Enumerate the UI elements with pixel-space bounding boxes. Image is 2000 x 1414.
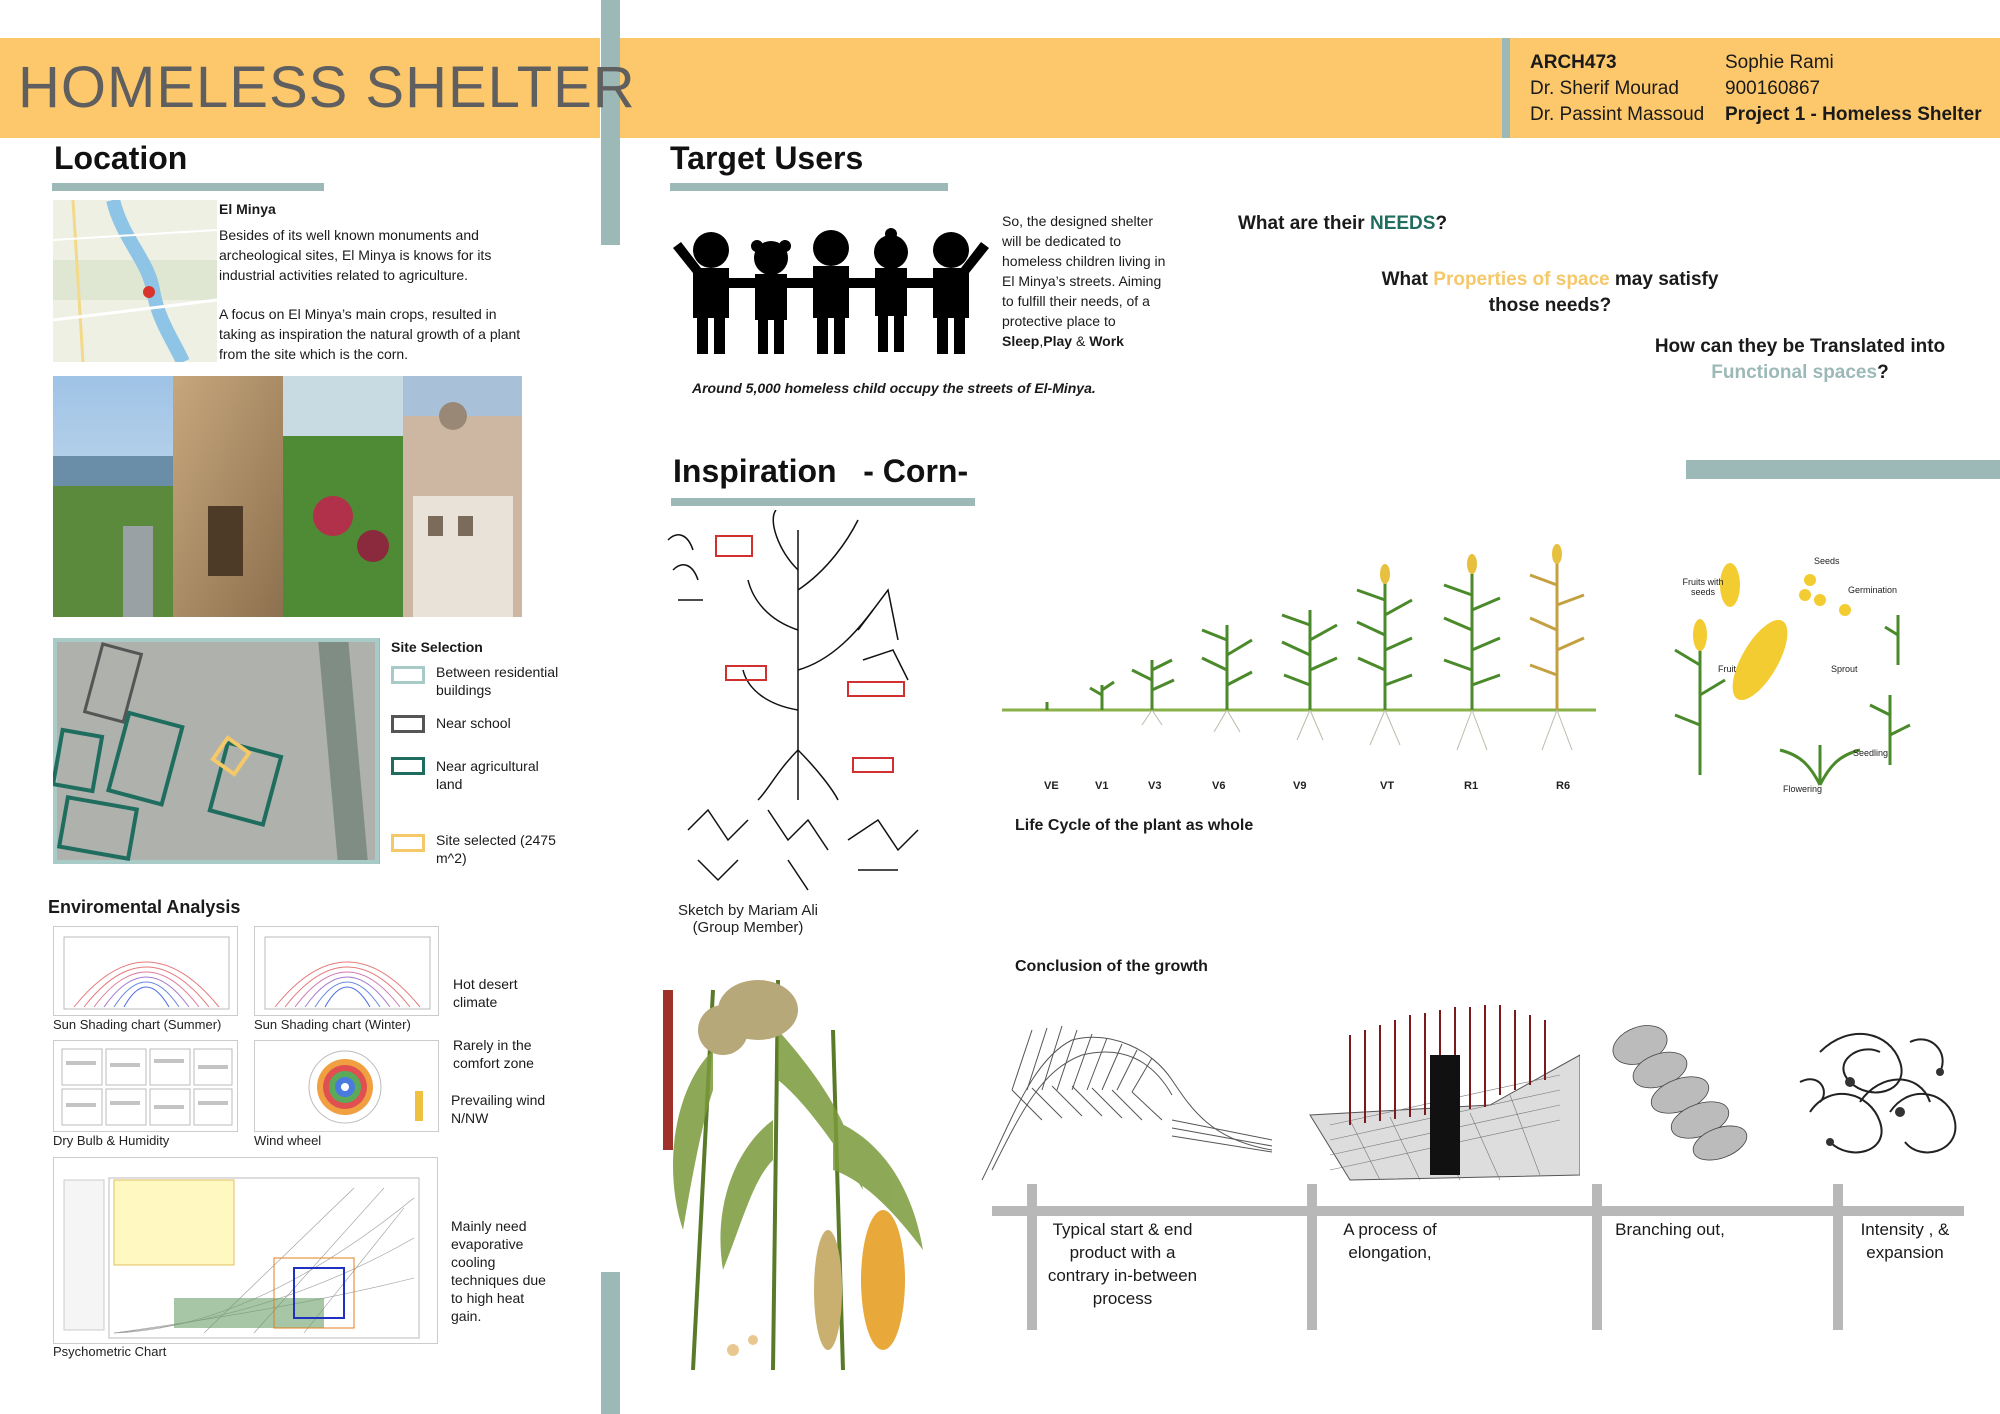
note-cooling: Mainly need evaporative cooling techniques due to high heat gain. <box>451 1218 546 1324</box>
legend-selected-swatch <box>391 834 425 852</box>
note-comfort: Rarely in the comfort zone <box>453 1037 534 1071</box>
question-needs-c: ? <box>1435 213 1448 234</box>
question-needs-a: What are their <box>1238 213 1370 234</box>
stage-label-v9: V9 <box>1293 780 1307 792</box>
wind-wheel-chart <box>254 1040 439 1132</box>
site-photo-collage <box>53 376 522 617</box>
conclusion-step-1: Typical start & end product with a contrary in-between process <box>1047 1220 1198 1308</box>
lifecycle-caption: Life Cycle of the plant as whole <box>1015 817 1254 834</box>
sun-summer-caption: Sun Shading chart (Summer) <box>53 1017 222 1032</box>
divider-bar-top <box>601 0 620 245</box>
student-name: Sophie Rami <box>1725 52 1834 73</box>
cycle-label-fruits: Fruits with seeds <box>1682 577 1724 597</box>
site-selection-title: Site Selection <box>391 639 483 655</box>
stage-label-v6: V6 <box>1212 780 1226 792</box>
corn-lifecycle-diagram <box>1002 540 1600 770</box>
form-study-2 <box>1290 995 1580 1185</box>
dry-bulb-caption: Dry Bulb & Humidity <box>53 1133 170 1148</box>
timeline-post-4 <box>1833 1184 1843 1330</box>
instructor-1: Dr. Sherif Mourad <box>1530 78 1679 99</box>
header-student-info <box>1725 50 1982 128</box>
children-silhouette <box>671 228 996 358</box>
stage-label-v3: V3 <box>1148 780 1162 792</box>
cycle-label-fruit: Fruit <box>1718 664 1736 674</box>
dry-bulb-chart <box>53 1040 238 1132</box>
target-users-title: Target Users <box>670 140 864 176</box>
course-code: ARCH473 <box>1530 52 1617 73</box>
question-properties <box>1360 267 1740 319</box>
header-info-divider <box>1502 38 1510 138</box>
conclusion-step-3: Branching out, <box>1615 1220 1725 1239</box>
inspiration-underline <box>671 498 975 506</box>
map-thumbnail <box>53 200 217 362</box>
legend-residential-label: Between residential buildings <box>436 664 559 698</box>
target-sleep: Sleep <box>1002 333 1040 349</box>
stage-label-r6: R6 <box>1556 780 1571 792</box>
question-properties-a: What <box>1381 269 1434 290</box>
environment-title: Enviromental Analysis <box>48 897 241 917</box>
sun-winter-caption: Sun Shading chart (Winter) <box>254 1017 411 1032</box>
question-functional-b: Functional spaces <box>1711 362 1878 383</box>
timeline-post-1 <box>1027 1184 1037 1330</box>
question-functional-c: ? <box>1877 362 1889 383</box>
legend-agricultural-swatch <box>391 757 425 775</box>
stage-label-ve: VE <box>1044 780 1059 792</box>
legend-school-label: Near school <box>436 715 511 731</box>
legend-school-swatch <box>391 715 425 733</box>
sun-chart-summer <box>53 926 238 1016</box>
question-properties-b: Properties of space <box>1433 269 1610 290</box>
question-functional <box>1630 334 1970 386</box>
divider-bar-bottom <box>601 1272 620 1414</box>
target-users-underline <box>670 183 948 191</box>
cycle-label-sprout: Sprout <box>1831 664 1858 674</box>
location-place: El Minya <box>219 201 276 217</box>
sun-chart-winter <box>254 926 439 1016</box>
corn-sketch <box>658 510 936 900</box>
corn-botanical-illustration <box>653 970 936 1370</box>
student-id: 900160867 <box>1725 78 1821 99</box>
location-para-2: A focus on El Minya’s main crops, resulted in taking as inspiration the natural growth of a plant from the site which is the corn. <box>219 306 521 362</box>
question-properties-c: may satisfy <box>1609 269 1719 290</box>
location-title: Location <box>54 140 188 176</box>
stage-label-r1: R1 <box>1464 780 1479 792</box>
inspiration-title: Inspiration - Corn- <box>673 453 969 489</box>
target-comma: , <box>1039 333 1044 349</box>
question-needs <box>1238 211 1447 237</box>
instructor-2: Dr. Passint Massoud <box>1530 104 1705 125</box>
conclusion-title: Conclusion of the growth <box>1015 958 1208 975</box>
note-wind: Prevailing wind N/NW <box>451 1092 546 1126</box>
target-description-text: So, the designed shelter will be dedicated to homeless children living in El Minya’s streets. Aiming to fulfill their needs, of a protective place to <box>1002 213 1166 329</box>
target-play: Play <box>1043 333 1073 349</box>
psychometric-chart <box>53 1157 438 1344</box>
target-description <box>1002 211 1172 351</box>
form-study-3 <box>1600 1015 1760 1170</box>
legend-selected-label: Site selected (2475 m^2) <box>436 832 556 866</box>
conclusion-step-2: A process of elongation, <box>1343 1220 1437 1262</box>
form-study-1 <box>972 1000 1282 1190</box>
legend-residential-swatch <box>391 666 425 684</box>
site-aerial-map <box>53 638 380 864</box>
question-functional-a: How can they be Translated into <box>1654 336 1946 357</box>
stage-label-v1: V1 <box>1095 780 1109 792</box>
stage-label-vt: VT <box>1380 780 1395 792</box>
note-climate: Hot desert climate <box>453 976 518 1010</box>
form-study-4 <box>1790 1012 1965 1182</box>
accent-bar-right <box>1686 460 2000 479</box>
timeline-post-3 <box>1592 1184 1602 1330</box>
target-statistic: Around 5,000 homeless child occupy the streets of El-Minya. <box>692 380 1096 396</box>
location-underline <box>52 183 324 191</box>
question-properties-d: those needs? <box>1488 295 1612 316</box>
location-para-1: Besides of its well known monuments and archeological sites, El Minya is knows for its industrial activities related to agriculture. <box>219 227 492 283</box>
wind-wheel-caption: Wind wheel <box>254 1133 322 1148</box>
conclusion-timeline <box>992 1206 1964 1216</box>
header-info <box>1530 50 1704 128</box>
target-work: Work <box>1089 333 1124 349</box>
legend-agricultural-label: Near agricultural land <box>436 758 539 792</box>
page-title: HOMELESS SHELTER <box>18 55 636 120</box>
question-needs-b: NEEDS <box>1369 213 1436 234</box>
psychometric-caption: Psychometric Chart <box>53 1344 167 1359</box>
target-amp: & <box>1072 333 1090 349</box>
timeline-post-2 <box>1307 1184 1317 1330</box>
cycle-label-seeds: Seeds <box>1814 556 1840 566</box>
cycle-label-seedling: Seedling <box>1853 748 1889 758</box>
cycle-label-flowering: Flowering <box>1783 784 1823 794</box>
project-name: Project 1 - Homeless Shelter <box>1725 104 1982 125</box>
cycle-label-germination: Germination <box>1848 585 1898 595</box>
conclusion-step-4: Intensity , & expansion <box>1860 1220 1950 1262</box>
sketch-caption: Sketch by Mariam Ali (Group Member) <box>677 902 819 936</box>
